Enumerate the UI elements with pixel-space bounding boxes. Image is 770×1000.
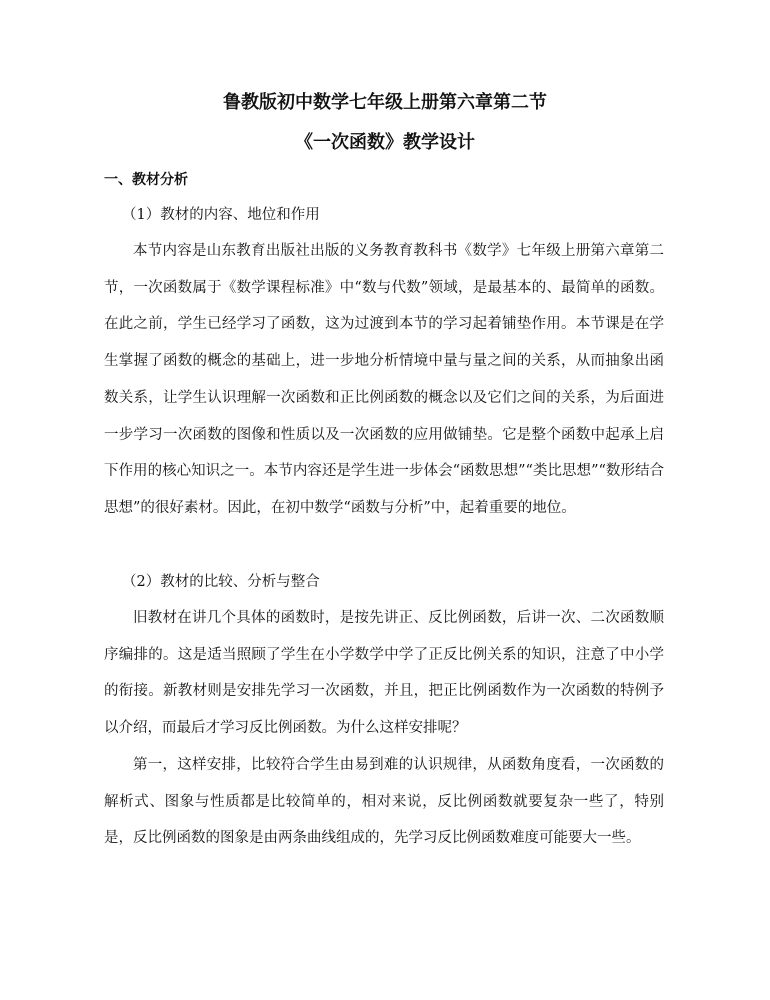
paragraph-content-position-role: 本节内容是山东教育出版社出版的义务教育教科书《数学》七年级上册第六章第二节，一次函数属于《数学课程标准》中“数与代数”领域，是最基本的、最简单的函数。在此之前，学生已经学习了函数，这为过渡到本节的学习起着铺垫作用。本节课是在学生掌握了函数的概念的基础上，进一步地分析情境中量与量之间的关系，从而抽象出函数关系，让学生认识理解一次函数和正比例函数的概念以及它们之间的关系，为后面进一步学习一次函数的图像和性质以及一次函数的应用做铺垫。它是整个函数中起承上启下作用的核心知识之一。本节内容还是学生进一步体会“函数思想”“类比思想”“数形结合思想”的很好素材。因此，在初中数学“函数与分析”中，起着重要的地位。 xyxy=(104,243,664,516)
document-title-line1: 鲁教版初中数学七年级上册第六章第二节 xyxy=(223,92,547,113)
paragraph-old-vs-new-textbook: 旧教材在讲几个具体的函数时，是按先讲正、反比例函数，后讲一次、二次函数顺序编排的。这是适当照顾了学生在小学数学中学了正反比例关系的知识，注意了中小学的衔接。新教材则是安排先学习一次函数，并且，把正比例函数作为一次函数的特例予以介绍，而最后才学习反比例函数。为什么这样安排呢？ xyxy=(104,610,664,737)
document-title-line2: 《一次函数》教学设计 xyxy=(295,132,475,153)
subsection-heading-content-position-role: （1）教材的内容、地位和作用 xyxy=(122,207,320,223)
paragraph-first-reason: 第一，这样安排，比较符合学生由易到难的认识规律，从函数角度看，一次函数的解析式、图象与性质都是比较简单的，相对来说，反比例函数就要复杂一些了，特别是，反比例函数的图象是由两条曲线组成的，先学习反比例函数难度可能要大一些。 xyxy=(104,757,664,847)
section-heading-textbook-analysis: 一、教材分析 xyxy=(104,172,188,188)
subsection-heading-comparison-analysis: （2）教材的比较、分析与整合 xyxy=(122,574,320,590)
